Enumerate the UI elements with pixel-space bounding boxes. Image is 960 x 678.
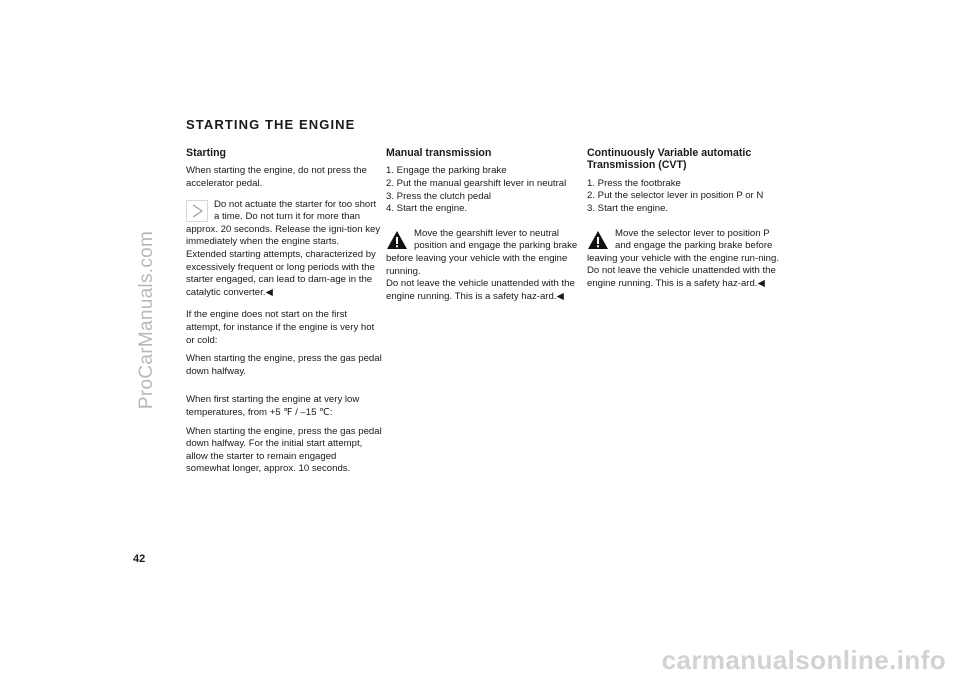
manual-warning-unattended: Do not leave the vehicle unattended with the engine running. This is a safety haz-ard. — [386, 278, 575, 302]
starting-heading: Starting — [186, 147, 227, 159]
cvt-steps — [587, 178, 783, 216]
cvt-step-3: 3. Start the engine. — [587, 203, 669, 214]
manual-step-4: 4. Start the engine. — [386, 203, 468, 215]
cvt-step-2: 2. Put the selector lever in position P or N — [587, 190, 764, 202]
column-cvt — [587, 147, 783, 291]
end-mark-icon: ◀ — [556, 290, 564, 302]
warning-triangle-icon — [386, 229, 408, 251]
cvt-warning-unattended: Do not leave the vehicle unattended with the engine running. This is a safety haz-ard. — [587, 265, 776, 289]
warning-triangle-icon — [587, 229, 609, 251]
manual-steps — [386, 165, 582, 215]
starter-note-extended: Extended starting attempts, characterized by excessively frequent or long periods with the starter engaged, can lead to dam-age in the catalytic converter. — [186, 248, 376, 298]
end-mark-icon: ◀ — [265, 286, 273, 298]
page-title: STARTING THE ENGINE — [186, 117, 356, 132]
para-low-temp: When first starting the engine at very low temperatures, from +5 ℉ / –15 ℃: — [186, 394, 360, 418]
manual-warning-first: Move the gearshift lever to neutral position and engage the parking — [414, 227, 560, 252]
starter-note-rest: than approx. 20 seconds. Release the igni-tion key immediately when the engine starts. — [186, 211, 381, 248]
cvt-step-1: 1. Press the footbrake — [587, 177, 681, 189]
manual-warning-rest: brake before leaving your vehicle with the engine running. — [386, 240, 578, 277]
manual-step-2: 2. Put the manual gearshift lever in neutral — [386, 178, 567, 189]
bottom-watermark: carmanualsonline.info — [661, 645, 946, 675]
column-manual — [386, 147, 582, 303]
cvt-heading: Continuously Variable automatic Transmission (CVT) — [587, 147, 752, 172]
end-mark-icon: ◀ — [757, 277, 765, 289]
column-starting — [186, 147, 382, 482]
para-press-half: When starting the engine, press the gas pedal down halfway. — [186, 353, 382, 377]
starter-note — [186, 199, 382, 300]
arrow-tip-icon — [186, 200, 208, 222]
cvt-warning-first: Move the selector lever to position P and engage the parking brake before — [615, 227, 773, 252]
side-watermark: ProCarManuals.com — [136, 230, 157, 410]
starting-intro: When starting the engine, do not press the accelerator pedal. — [186, 165, 367, 189]
manual-step-1: 1. Engage the parking brake — [386, 165, 507, 177]
para-no-start: If the engine does not start on the first attempt, for instance if the engine is very hot or cold: — [186, 309, 375, 346]
cvt-warning — [587, 228, 783, 291]
manual-warning — [386, 228, 582, 304]
manual-heading: Manual transmission — [386, 147, 492, 159]
page-number: 42 — [133, 553, 146, 565]
cvt-warning-rest: leaving your vehicle with the engine run-ning. — [587, 252, 779, 264]
para-low-temp-action: When starting the engine, press the gas pedal down halfway. For the initial start attempt, allow the starter to remain engaged somewhat longer, approx. 10 seconds. — [186, 425, 382, 475]
starter-note-first: Do not actuate the starter for too short a time. Do not turn it for more — [214, 198, 377, 223]
manual-step-3: 3. Press the clutch pedal — [386, 190, 492, 202]
